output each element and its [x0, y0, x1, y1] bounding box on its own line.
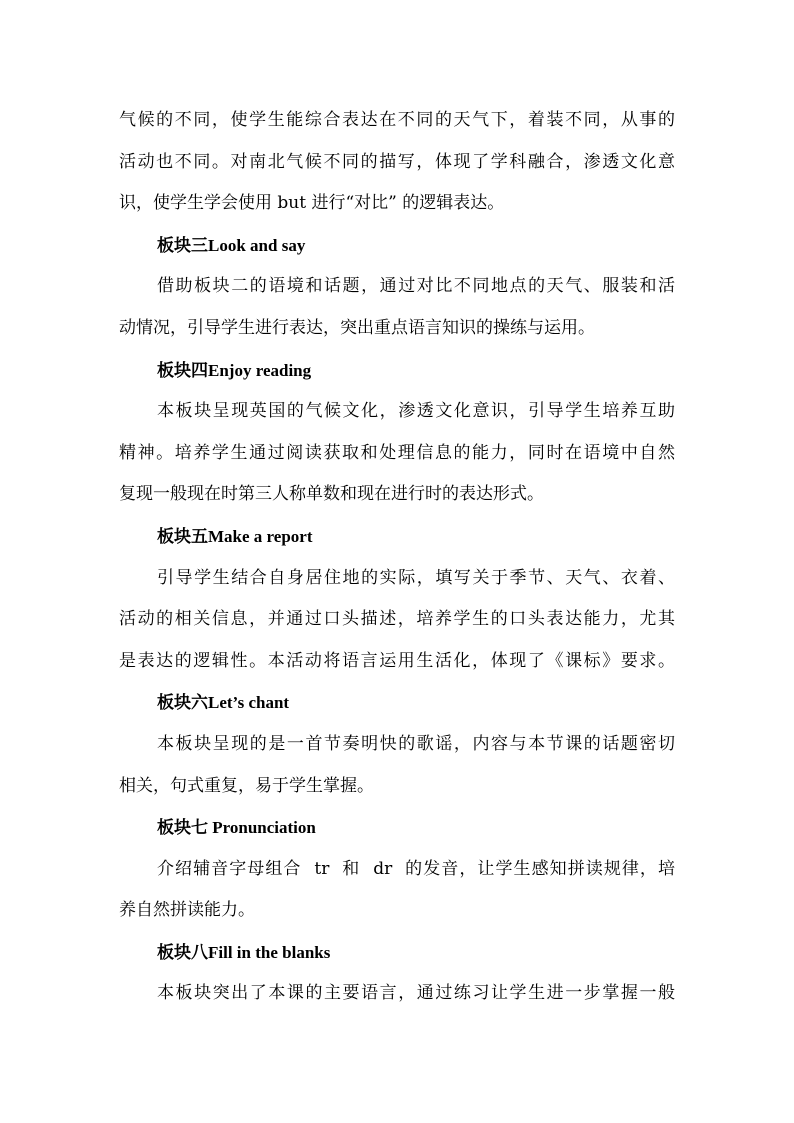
section-3-heading	[119, 225, 675, 267]
document-page	[119, 100, 675, 1015]
paragraph-line: 气候的不同，使学生能综合表达在不同的天气下，着装不同，从事的	[119, 110, 675, 130]
section-title-cn: 板块六	[157, 693, 208, 714]
paragraph-line: 本板块呈现英国的气候文化，渗透文化意识，引导学生培养互助	[157, 401, 675, 422]
section-title-en: Fill in the blanks	[208, 942, 331, 962]
section-title-cn: 板块四	[157, 360, 208, 381]
paragraph-line: 复现一般现在时第三人称单数和现在进行时的表达形式。	[119, 484, 544, 505]
section-title-cn: 板块八	[157, 942, 208, 963]
paragraph-line: 养自然拼读能力。	[119, 900, 255, 921]
paragraph-line: 活动也不同。对南北气候不同的描写，体现了学科融合，渗透文化意	[119, 151, 675, 172]
paragraph-line: 相关，句式重复，易于学生掌握。	[119, 775, 374, 796]
section-6-heading	[119, 682, 675, 724]
paragraph-line: 引导学生结合自身居住地的实际，填写关于季节、天气、衣着、	[157, 567, 675, 588]
section-title-en: Make a report	[208, 526, 313, 546]
paragraph-line: 动情况，引导学生进行表达，突出重点语言知识的操练与运用。	[119, 317, 595, 338]
section-title-en: Pronunciation	[208, 818, 316, 838]
paragraph-line: 借助板块二的语境和话题，通过对比不同地点的天气、服装和活	[157, 276, 675, 297]
paragraph-line: 是表达的逻辑性。本活动将语言运用生活化，体现了《课标》要求。	[119, 650, 675, 671]
section-4-heading	[119, 350, 675, 392]
section-8-heading	[119, 932, 675, 974]
paragraph-line: 本板块突出了本课的主要语言，通过练习让学生进一步掌握一般	[157, 983, 675, 1004]
section-title-cn: 板块三	[157, 235, 208, 256]
section-title-en: Enjoy reading	[208, 360, 312, 380]
section-title-cn: 板块七	[157, 818, 208, 839]
paragraph-line: 介绍辅音字母组合 tr 和 dr 的发音，让学生感知拼读规律，培	[157, 858, 675, 879]
section-title-en: Let’s chant	[208, 693, 290, 713]
section-title-cn: 板块五	[157, 526, 208, 547]
section-5-heading	[119, 516, 675, 558]
paragraph-line: 识，使学生学会使用 but 进行“对比” 的逻辑表达。	[119, 193, 505, 214]
paragraph-line: 本板块呈现的是一首节奏明快的歌谣，内容与本节课的话题密切	[157, 733, 675, 754]
paragraph-line: 精神。培养学生通过阅读获取和处理信息的能力，同时在语境中自然	[119, 442, 675, 463]
section-title-en: Look and say	[208, 235, 306, 255]
paragraph-line: 活动的相关信息，并通过口头描述，培养学生的口头表达能力，尤其	[119, 609, 675, 630]
section-7-heading	[119, 807, 675, 849]
